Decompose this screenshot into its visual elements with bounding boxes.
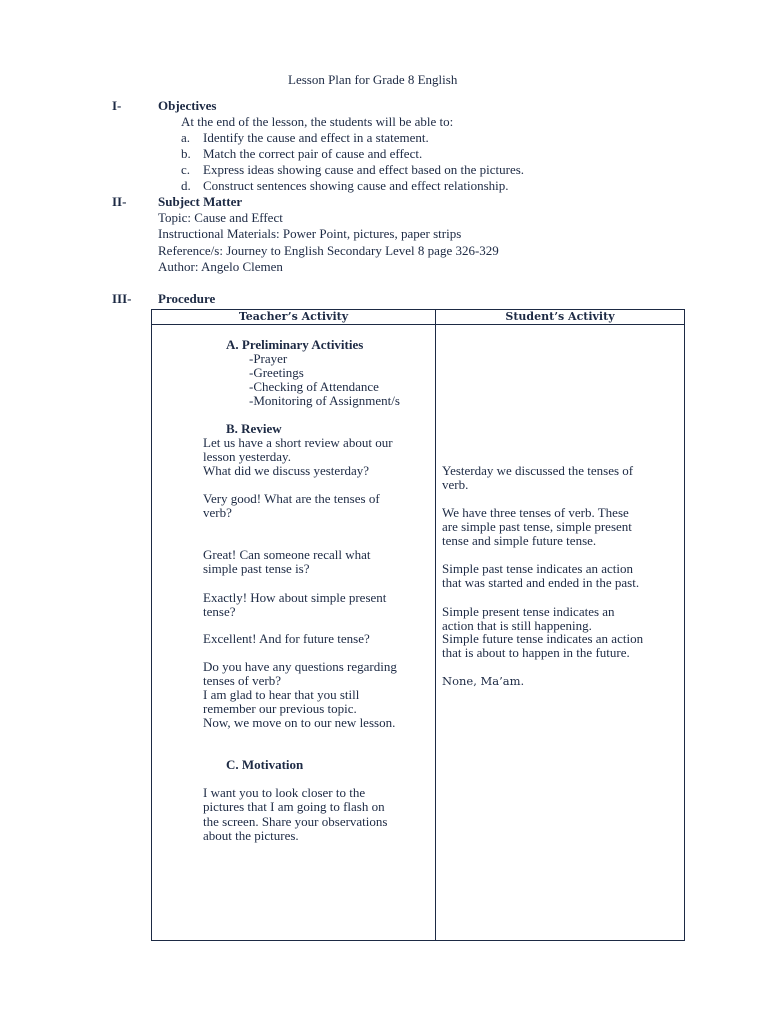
motivation-line: pictures that I am going to flash on	[203, 799, 385, 814]
teacher-line: Excellent! And for future tense?	[203, 631, 370, 646]
objective-text: Identify the cause and effect in a statement.	[203, 130, 429, 145]
preliminary-item: -Greetings	[249, 365, 304, 380]
teacher-line: Let us have a short review about our	[203, 435, 393, 450]
section-numeral-procedure: III-	[112, 291, 132, 306]
objective-letter: a.	[181, 130, 191, 145]
section-numeral-subject-matter: II-	[112, 194, 127, 209]
student-line: that is about to happen in the future.	[442, 645, 630, 660]
motivation-line: the screen. Share your observations	[203, 814, 388, 829]
procedure-table	[151, 309, 685, 941]
teacher-line: I am glad to hear that you still	[203, 687, 360, 702]
objective-text: Express ideas showing cause and effect based on the pictures.	[203, 162, 525, 177]
page-title: Lesson Plan for Grade 8 English	[288, 72, 458, 87]
subject-materials: Instructional Materials: Power Point, pictures, paper strips	[158, 226, 462, 241]
student-line: We have three tenses of verb. These	[442, 505, 629, 520]
objectives-heading: Objectives	[158, 98, 217, 113]
preliminary-item: -Checking of Attendance	[249, 379, 379, 394]
table-column-divider	[435, 310, 436, 940]
student-line: Simple future tense indicates an action	[442, 631, 644, 646]
preliminary-heading: A. Preliminary Activities	[226, 337, 364, 352]
subject-topic: Topic: Cause and Effect	[158, 210, 283, 225]
teacher-line: tenses of verb?	[203, 673, 281, 688]
student-line: Simple past tense indicates an action	[442, 561, 633, 576]
objective-text: Match the correct pair of cause and effect.	[203, 146, 423, 161]
motivation-heading: C. Motivation	[226, 757, 304, 772]
procedure-heading: Procedure	[158, 291, 216, 306]
subject-reference: Reference/s: Journey to English Secondary Level 8 page 326-329	[158, 243, 499, 258]
student-line: action that is still happening.	[442, 618, 592, 633]
preliminary-item: -Monitoring of Assignment/s	[249, 393, 400, 408]
preliminary-item: -Prayer	[249, 351, 288, 366]
student-line: Simple present tense indicates an	[442, 604, 615, 619]
teacher-line: verb?	[203, 505, 232, 520]
subject-matter-heading: Subject Matter	[158, 194, 243, 209]
teacher-line: Do you have any questions regarding	[203, 659, 397, 674]
teacher-activity-header: Teacher’s Activity	[238, 310, 349, 323]
objectives-intro: At the end of the lesson, the students will be able to:	[181, 114, 454, 129]
teacher-line: Exactly! How about simple present	[203, 590, 387, 605]
teacher-line: Great! Can someone recall what	[203, 547, 371, 562]
motivation-line: about the pictures.	[203, 828, 299, 843]
student-line: tense and simple future tense.	[442, 533, 597, 548]
motivation-line: I want you to look closer to the	[203, 785, 366, 800]
student-line: None, Ma’am.	[442, 674, 525, 688]
teacher-line: What did we discuss yesterday?	[203, 463, 370, 478]
student-line: verb.	[442, 477, 469, 492]
teacher-line: lesson yesterday.	[203, 449, 291, 464]
objective-letter: c.	[181, 162, 191, 177]
teacher-line: tense?	[203, 604, 236, 619]
review-heading: B. Review	[226, 421, 282, 436]
objective-text: Construct sentences showing cause and effect relationship.	[203, 178, 509, 193]
objective-letter: b.	[181, 146, 191, 161]
teacher-line: Now, we move on to our new lesson.	[203, 715, 396, 730]
student-line: that was started and ended in the past.	[442, 575, 640, 590]
student-line: are simple past tense, simple present	[442, 519, 632, 534]
student-line: Yesterday we discussed the tenses of	[442, 463, 634, 478]
table-header-divider	[152, 324, 684, 325]
student-activity-header: Student’s Activity	[505, 310, 615, 323]
teacher-line: Very good! What are the tenses of	[203, 491, 380, 506]
teacher-line: simple past tense is?	[203, 561, 310, 576]
objective-letter: d.	[181, 178, 191, 193]
section-numeral-objectives: I-	[112, 98, 122, 113]
subject-author: Author: Angelo Clemen	[158, 259, 283, 274]
teacher-line: remember our previous topic.	[203, 701, 357, 716]
